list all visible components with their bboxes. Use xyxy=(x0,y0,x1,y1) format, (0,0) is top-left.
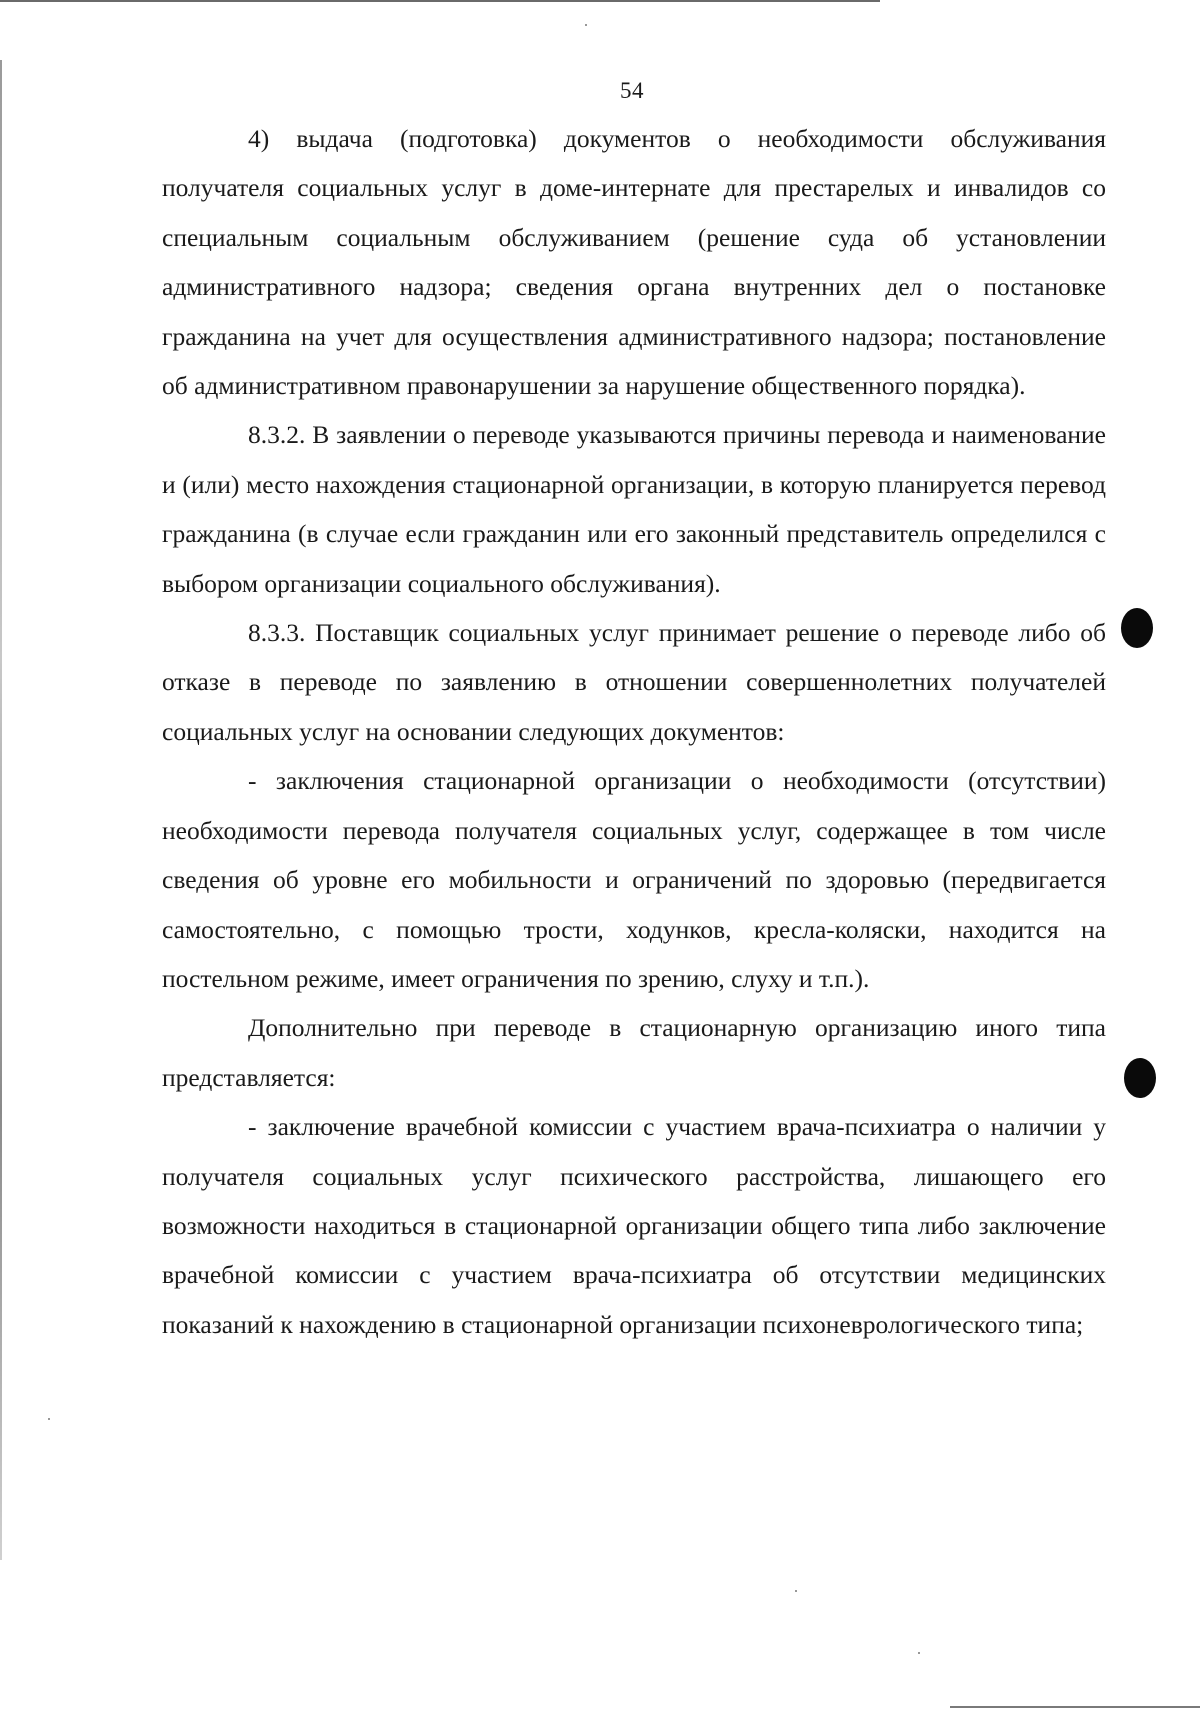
paragraph-clause-8-3-2: 8.3.2. В заявлении о переводе указываются причины перевода и наименование и (или) место нахождения стационарной организации, в которую планируется перевод гражданина (в случае если гражданин или его законный представитель определился с выбором организации социального обслуживания). xyxy=(162,420,1106,598)
paragraph-dash-medical-commission: - заключение врачебной комиссии с участием врача-психиатра о наличии у получателя социальных услуг психического расстройства, лишающего его возможности находиться в стационарной организации общего типа либо заключение врачебной комиссии с участием врача-психиатра об отсутствии медицинских показаний к нахождению в стационарной организации психоневрологического типа; xyxy=(162,1112,1106,1339)
page-number: 54 xyxy=(620,78,644,103)
scan-edge-bottom xyxy=(950,1706,1200,1708)
scan-speck xyxy=(918,1652,920,1654)
paragraph-dash-conclusion: - заключения стационарной организации о необходимости (отсутствии) необходимости перевода получателя социальных услуг, содержащее в том числе сведения об уровне его мобильности и ограничений по здоровью (передвигается самостоятельно, с помощью трости, ходунков, кресла-коляски, находится на постельном режиме, имеет ограничения по зрению, слуху и т.п.). xyxy=(162,766,1106,993)
binder-punch-hole xyxy=(1121,608,1153,648)
binder-punch-hole xyxy=(1124,1058,1156,1098)
scan-speck xyxy=(795,1590,797,1592)
paragraph-clause-8-3-3: 8.3.3. Поставщик социальных услуг принимает решение о переводе либо об отказе в переводе по заявлению в отношении совершеннолетних получателей социальных услуг на основании следующих документов: xyxy=(162,618,1106,746)
paragraph-item-4: 4) выдача (подготовка) документов о необходимости обслуживания получателя социальных услуг в доме-интернате для престарелых и инвалидов со специальным социальным обслуживанием (решение суда об установлении административного надзора; сведения органа внутренних дел о постановке гражданина на учет для осуществления административного надзора; постановление об административном правонарушении за нарушение общественного порядка). xyxy=(162,124,1106,401)
scan-edge-top xyxy=(0,0,880,2)
document-body xyxy=(162,114,1106,1349)
paragraph-additionally: Дополнительно при переводе в стационарную организацию иного типа представляется: xyxy=(162,1013,1106,1092)
scan-edge-left xyxy=(0,60,2,1560)
scan-speck xyxy=(585,24,587,26)
scan-speck xyxy=(48,1418,50,1420)
